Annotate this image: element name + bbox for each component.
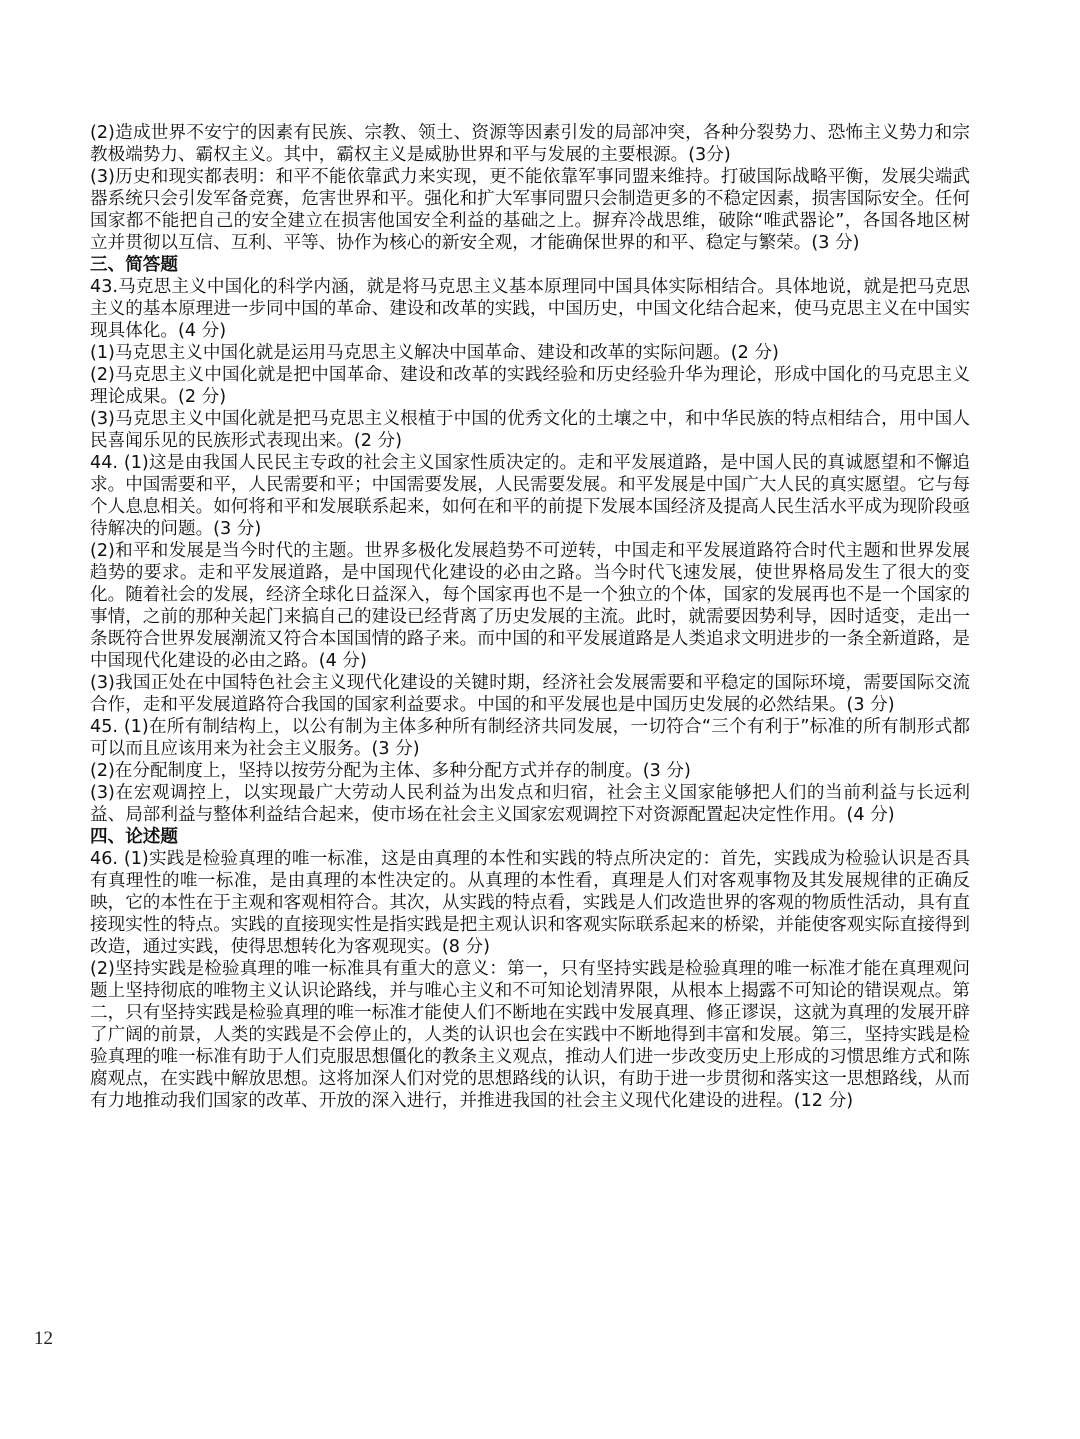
paragraph-q45-1: 45. (1)在所有制结构上，以公有制为主体多种所有制经济共同发展，一切符合“三个有利于”标准的所有制形式都可以而且应该用来为社会主义服务。(3 分)	[90, 717, 970, 759]
paragraph-q45-2: (2)在分配制度上，坚持以按劳分配为主体、多种分配方式并存的制度。(3 分)	[90, 761, 691, 781]
paragraph-q43-2: (2)马克思主义中国化就是把中国革命、建设和改革的实践经验和历史经验升华为理论，形成中国化的马克思主义理论成果。(2 分)	[90, 365, 970, 407]
paragraph-q46-1: 46. (1)实践是检验真理的唯一标准，这是由真理的本性和实践的特点所决定的：首先，实践成为检验认识是否具有真理性的唯一标准，是由真理的本性决定的。从真理的本性看，真理是人们对客观事物及其发展规律的正确反映，它的本性在于主观和客观相符合。其次，从实践的特点看，实践是人们改造世界的客观的物质性活动，具有直接现实性的特点。实践的直接现实性是指实践是把主观认识和客观实际联系起来的桥梁，并能使客观实际直接得到改造，通过实践，使得思想转化为客观现实。(8 分)	[90, 849, 970, 957]
paragraph-q44-2: (2)和平和发展是当今时代的主题。世界多极化发展趋势不可逆转，中国走和平发展道路符合时代主题和世界发展趋势的要求。走和平发展道路，是中国现代化建设的必由之路。当今时代飞速发展，使世界格局发生了很大的变化。随着社会的发展，经济全球化日益深入，每个国家再也不是一个独立的个体，国家的发展再也不是一个国家的事情，之前的那种关起门来搞自己的建设已经背离了历史发展的主流。此时，就需要因势利导，因时适变，走出一条既符合世界发展潮流又符合本国国情的路子来。而中国的和平发展道路是人类追求文明进步的一条全新道路，是中国现代化建设的必由之路。(4 分)	[90, 541, 970, 671]
paragraph-q44-1: 44. (1)这是由我国人民民主专政的社会主义国家性质决定的。走和平发展道路，是中国人民的真诚愿望和不懈追求。中国需要和平，人民需要和平；中国需要发展，人民需要发展。和平发展是中国广大人民的真实愿望。它与每个人息息相关。如何将和平和发展联系起来，如何在和平的前提下发展本国经济及提高人民生活水平成为现阶段亟待解决的问题。(3 分)	[90, 453, 970, 539]
paragraph-q44-3: (3)我国正处在中国特色社会主义现代化建设的关键时期，经济社会发展需要和平稳定的国际环境，需要国际交流合作，走和平发展道路符合我国的国家利益要求。中国的和平发展也是中国历史发展的必然结果。(3 分)	[90, 673, 970, 715]
paragraph-q42-3: (3)历史和现实都表明：和平不能依靠武力来实现，更不能依靠军事同盟来维持。打破国际战略平衡，发展尖端武器系统只会引发军备竞赛，危害世界和平。强化和扩大军事同盟只会制造更多的不稳定因素，损害国际安全。任何国家都不能把自己的安全建立在损害他国安全利益的基础之上。摒弃冷战思维，破除“唯武器论”，各国各地区树立并贯彻以互信、互利、平等、协作为核心的新安全观，才能确保世界的和平、稳定与繁荣。(3 分)	[90, 167, 970, 253]
paragraph-q43-intro: 43.马克思主义中国化的科学内涵，就是将马克思主义基本原理同中国具体实际相结合。具体地说，就是把马克思主义的基本原理进一步同中国的革命、建设和改革的实践，中国历史，中国文化结合起来，使马克思主义在中国实现具体化。(4 分)	[90, 277, 970, 341]
page-number: 12	[34, 1328, 53, 1349]
paragraph-q43-1: (1)马克思主义中国化就是运用马克思主义解决中国革命、建设和改革的实际问题。(2 分)	[90, 343, 779, 363]
paragraph-q42-2: (2)造成世界不安宁的因素有民族、宗教、领土、资源等因素引发的局部冲突，各种分裂势力、恐怖主义势力和宗教极端势力、霸权主义。其中，霸权主义是威胁世界和平与发展的主要根源。(3分)	[90, 123, 970, 165]
paragraph-q45-3: (3)在宏观调控上，以实现最广大劳动人民利益为出发点和归宿，社会主义国家能够把人们的当前利益与长远利益、局部利益与整体利益结合起来，使市场在社会主义国家宏观调控下对资源配置起决定性作用。(4 分)	[90, 783, 970, 825]
document-body	[90, 122, 970, 1112]
section-heading-essay: 四、论述题	[90, 827, 178, 847]
section-heading-short-answer: 三、简答题	[90, 255, 178, 275]
paragraph-q46-2: (2)坚持实践是检验真理的唯一标准具有重大的意义：第一，只有坚持实践是检验真理的唯一标准才能在真理观问题上坚持彻底的唯物主义认识论路线，并与唯心主义和不可知论划清界限，从根本上揭露不可知论的错误观点。第二，只有坚持实践是检验真理的唯一标准才能使人们不断地在实践中发展真理、修正谬误，这就为真理的发展开辟了广阔的前景，人类的实践是不会停止的，人类的认识也会在实践中不断地得到丰富和发展。第三，坚持实践是检验真理的唯一标准有助于人们克服思想僵化的教条主义观点，推动人们进一步改变历史上形成的习惯思维方式和陈腐观点，在实践中解放思想。这将加深人们对党的思想路线的认识，有助于进一步贯彻和落实这一思想路线，从而有力地推动我们国家的改革、开放的深入进行，并推进我国的社会主义现代化建设的进程。(12 分)	[90, 959, 970, 1111]
paragraph-q43-3: (3)马克思主义中国化就是把马克思主义根植于中国的优秀文化的土壤之中，和中华民族的特点相结合，用中国人民喜闻乐见的民族形式表现出来。(2 分)	[90, 409, 970, 451]
